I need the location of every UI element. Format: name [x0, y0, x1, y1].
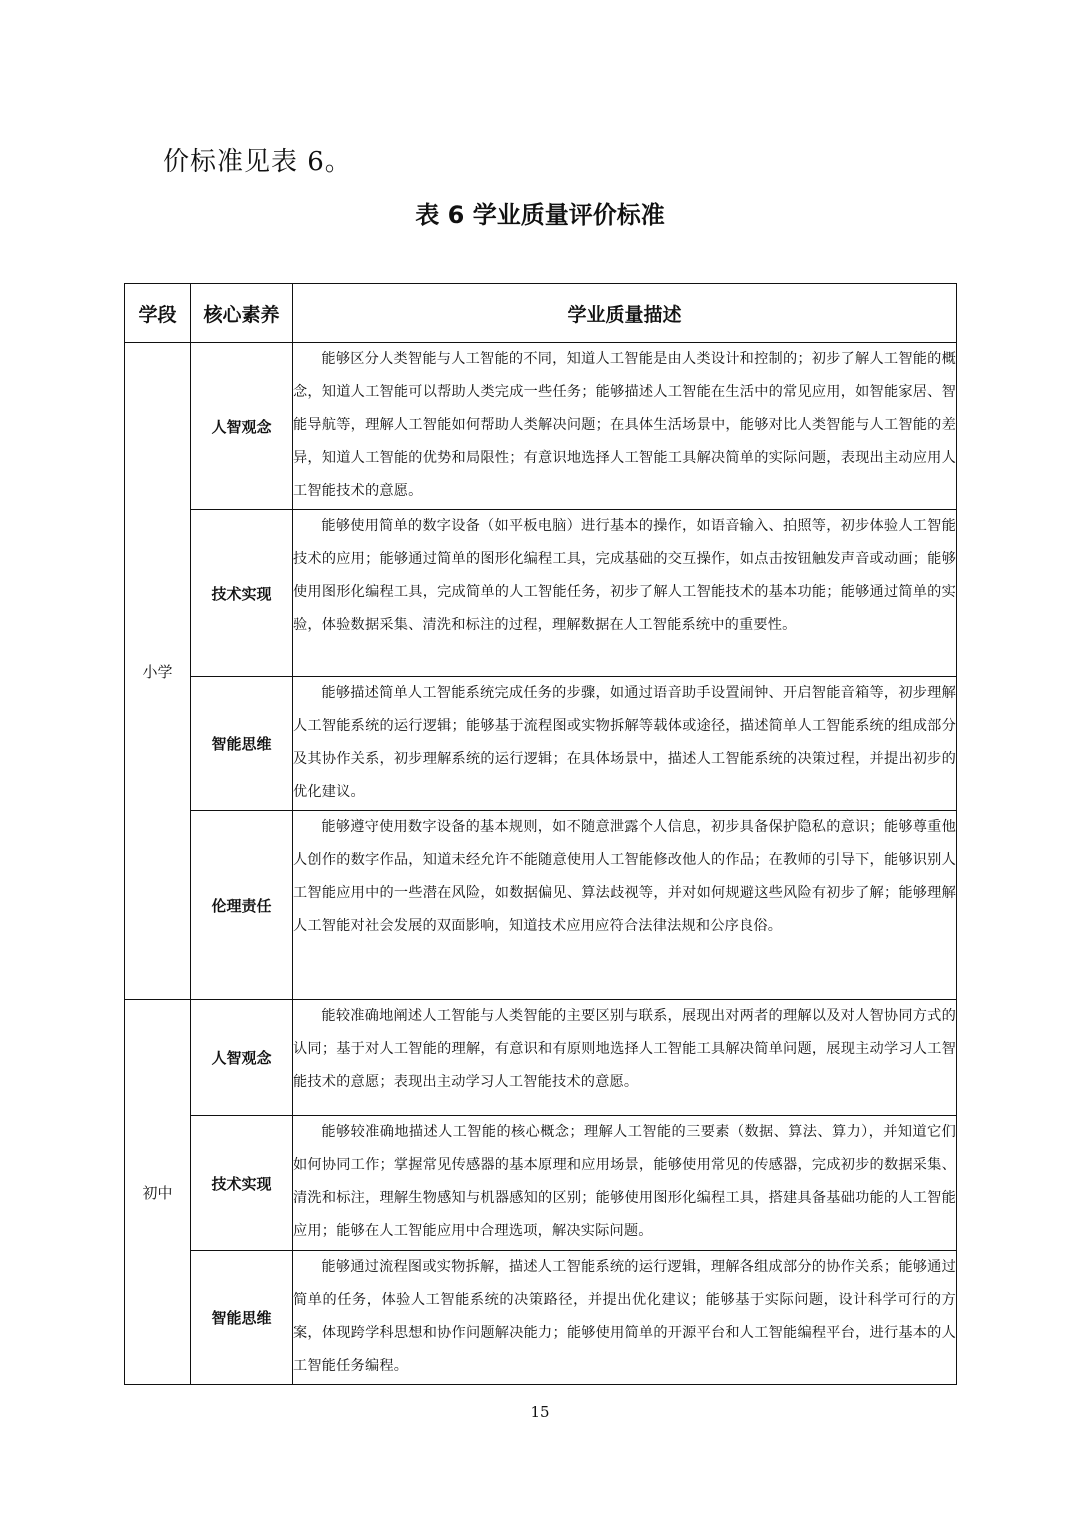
table-row: [125, 1000, 957, 1116]
header-core-literacy: 核心素养: [191, 284, 293, 343]
core-cell: 智能思维: [191, 1251, 293, 1385]
core-cell: 人智观念: [191, 1000, 293, 1116]
header-quality-description: 学业质量描述: [293, 284, 957, 343]
description-cell: 能够区分人类智能与人工智能的不同，知道人工智能是由人类设计和控制的；初步了解人工智能的概念，知道人工智能可以帮助人类完成一些任务；能够描述人工智能在生活中的常见应用，如智能家居、智能导航等，理解人工智能如何帮助人类解决问题；在具体生活场景中，能够对比人类智能与人工智能的差异，知道人工智能的优势和局限性；有意识地选择人工智能工具解决简单的实际问题，表现出主动应用人工智能技术的意愿。: [293, 343, 957, 510]
description-cell: 能够较准确地描述人工智能的核心概念；理解人工智能的三要素（数据、算法、算力），并知道它们如何协同工作；掌握常见传感器的基本原理和应用场景，能够使用常见的传感器，完成初步的数据采集、清洗和标注，理解生物感知与机器感知的区别；能够使用图形化编程工具，搭建具备基础功能的人工智能应用；能够在人工智能应用中合理选项，解决实际问题。: [293, 1116, 957, 1251]
core-cell: 伦理责任: [191, 811, 293, 1000]
quality-standard-table: [124, 283, 957, 1385]
core-cell: 技术实现: [191, 1116, 293, 1251]
stage-cell: 小学: [125, 343, 191, 1000]
table-row: [125, 1251, 957, 1385]
table-row: [125, 343, 957, 510]
core-cell: 人智观念: [191, 343, 293, 510]
stage-cell: 初中: [125, 1000, 191, 1385]
description-cell: 能够描述简单人工智能系统完成任务的步骤，如通过语音助手设置闹钟、开启智能音箱等，初步理解人工智能系统的运行逻辑；能够基于流程图或实物拆解等载体或途径，描述简单人工智能系统的组成部分及其协作关系，初步理解系统的运行逻辑；在具体场景中，描述人工智能系统的决策过程，并提出初步的优化建议。: [293, 677, 957, 811]
table-header-row: [125, 284, 957, 343]
table-row: [125, 510, 957, 677]
table-row: [125, 811, 957, 1000]
core-cell: 智能思维: [191, 677, 293, 811]
core-cell: 技术实现: [191, 510, 293, 677]
lead-paragraph: 价标准见表 6。: [163, 147, 352, 177]
description-cell: 能够通过流程图或实物拆解，描述人工智能系统的运行逻辑，理解各组成部分的协作关系；能够通过简单的任务，体验人工智能系统的决策路径，并提出优化建议；能够基于实际问题，设计科学可行的方案，体现跨学科思想和协作问题解决能力；能够使用简单的开源平台和人工智能编程平台，进行基本的人工智能任务编程。: [293, 1251, 957, 1385]
page-number: 15: [530, 1403, 550, 1421]
description-cell: 能较准确地阐述人工智能与人类智能的主要区别与联系，展现出对两者的理解以及对人智协同方式的认同；基于对人工智能的理解，有意识和有原则地选择人工智能工具解决简单问题，展现主动学习人工智能技术的意愿；表现出主动学习人工智能技术的意愿。: [293, 1000, 957, 1116]
table-row: [125, 1116, 957, 1251]
description-cell: 能够使用简单的数字设备（如平板电脑）进行基本的操作，如语音输入、拍照等，初步体验人工智能技术的应用；能够通过简单的图形化编程工具，完成基础的交互操作，如点击按钮触发声音或动画；能够使用图形化编程工具，完成简单的人工智能任务，初步了解人工智能技术的基本功能；能够通过简单的实验，体验数据采集、清洗和标注的过程，理解数据在人工智能系统中的重要性。: [293, 510, 957, 677]
table-row: [125, 677, 957, 811]
table-caption: 表 6 学业质量评价标准: [415, 201, 665, 229]
description-cell: 能够遵守使用数字设备的基本规则，如不随意泄露个人信息，初步具备保护隐私的意识；能够尊重他人创作的数字作品，知道未经允许不能随意使用人工智能修改他人的作品；在教师的引导下，能够识别人工智能应用中的一些潜在风险，如数据偏见、算法歧视等，并对如何规避这些风险有初步了解；能够理解人工智能对社会发展的双面影响，知道技术应用应符合法律法规和公序良俗。: [293, 811, 957, 1000]
header-stage: 学段: [125, 284, 191, 343]
